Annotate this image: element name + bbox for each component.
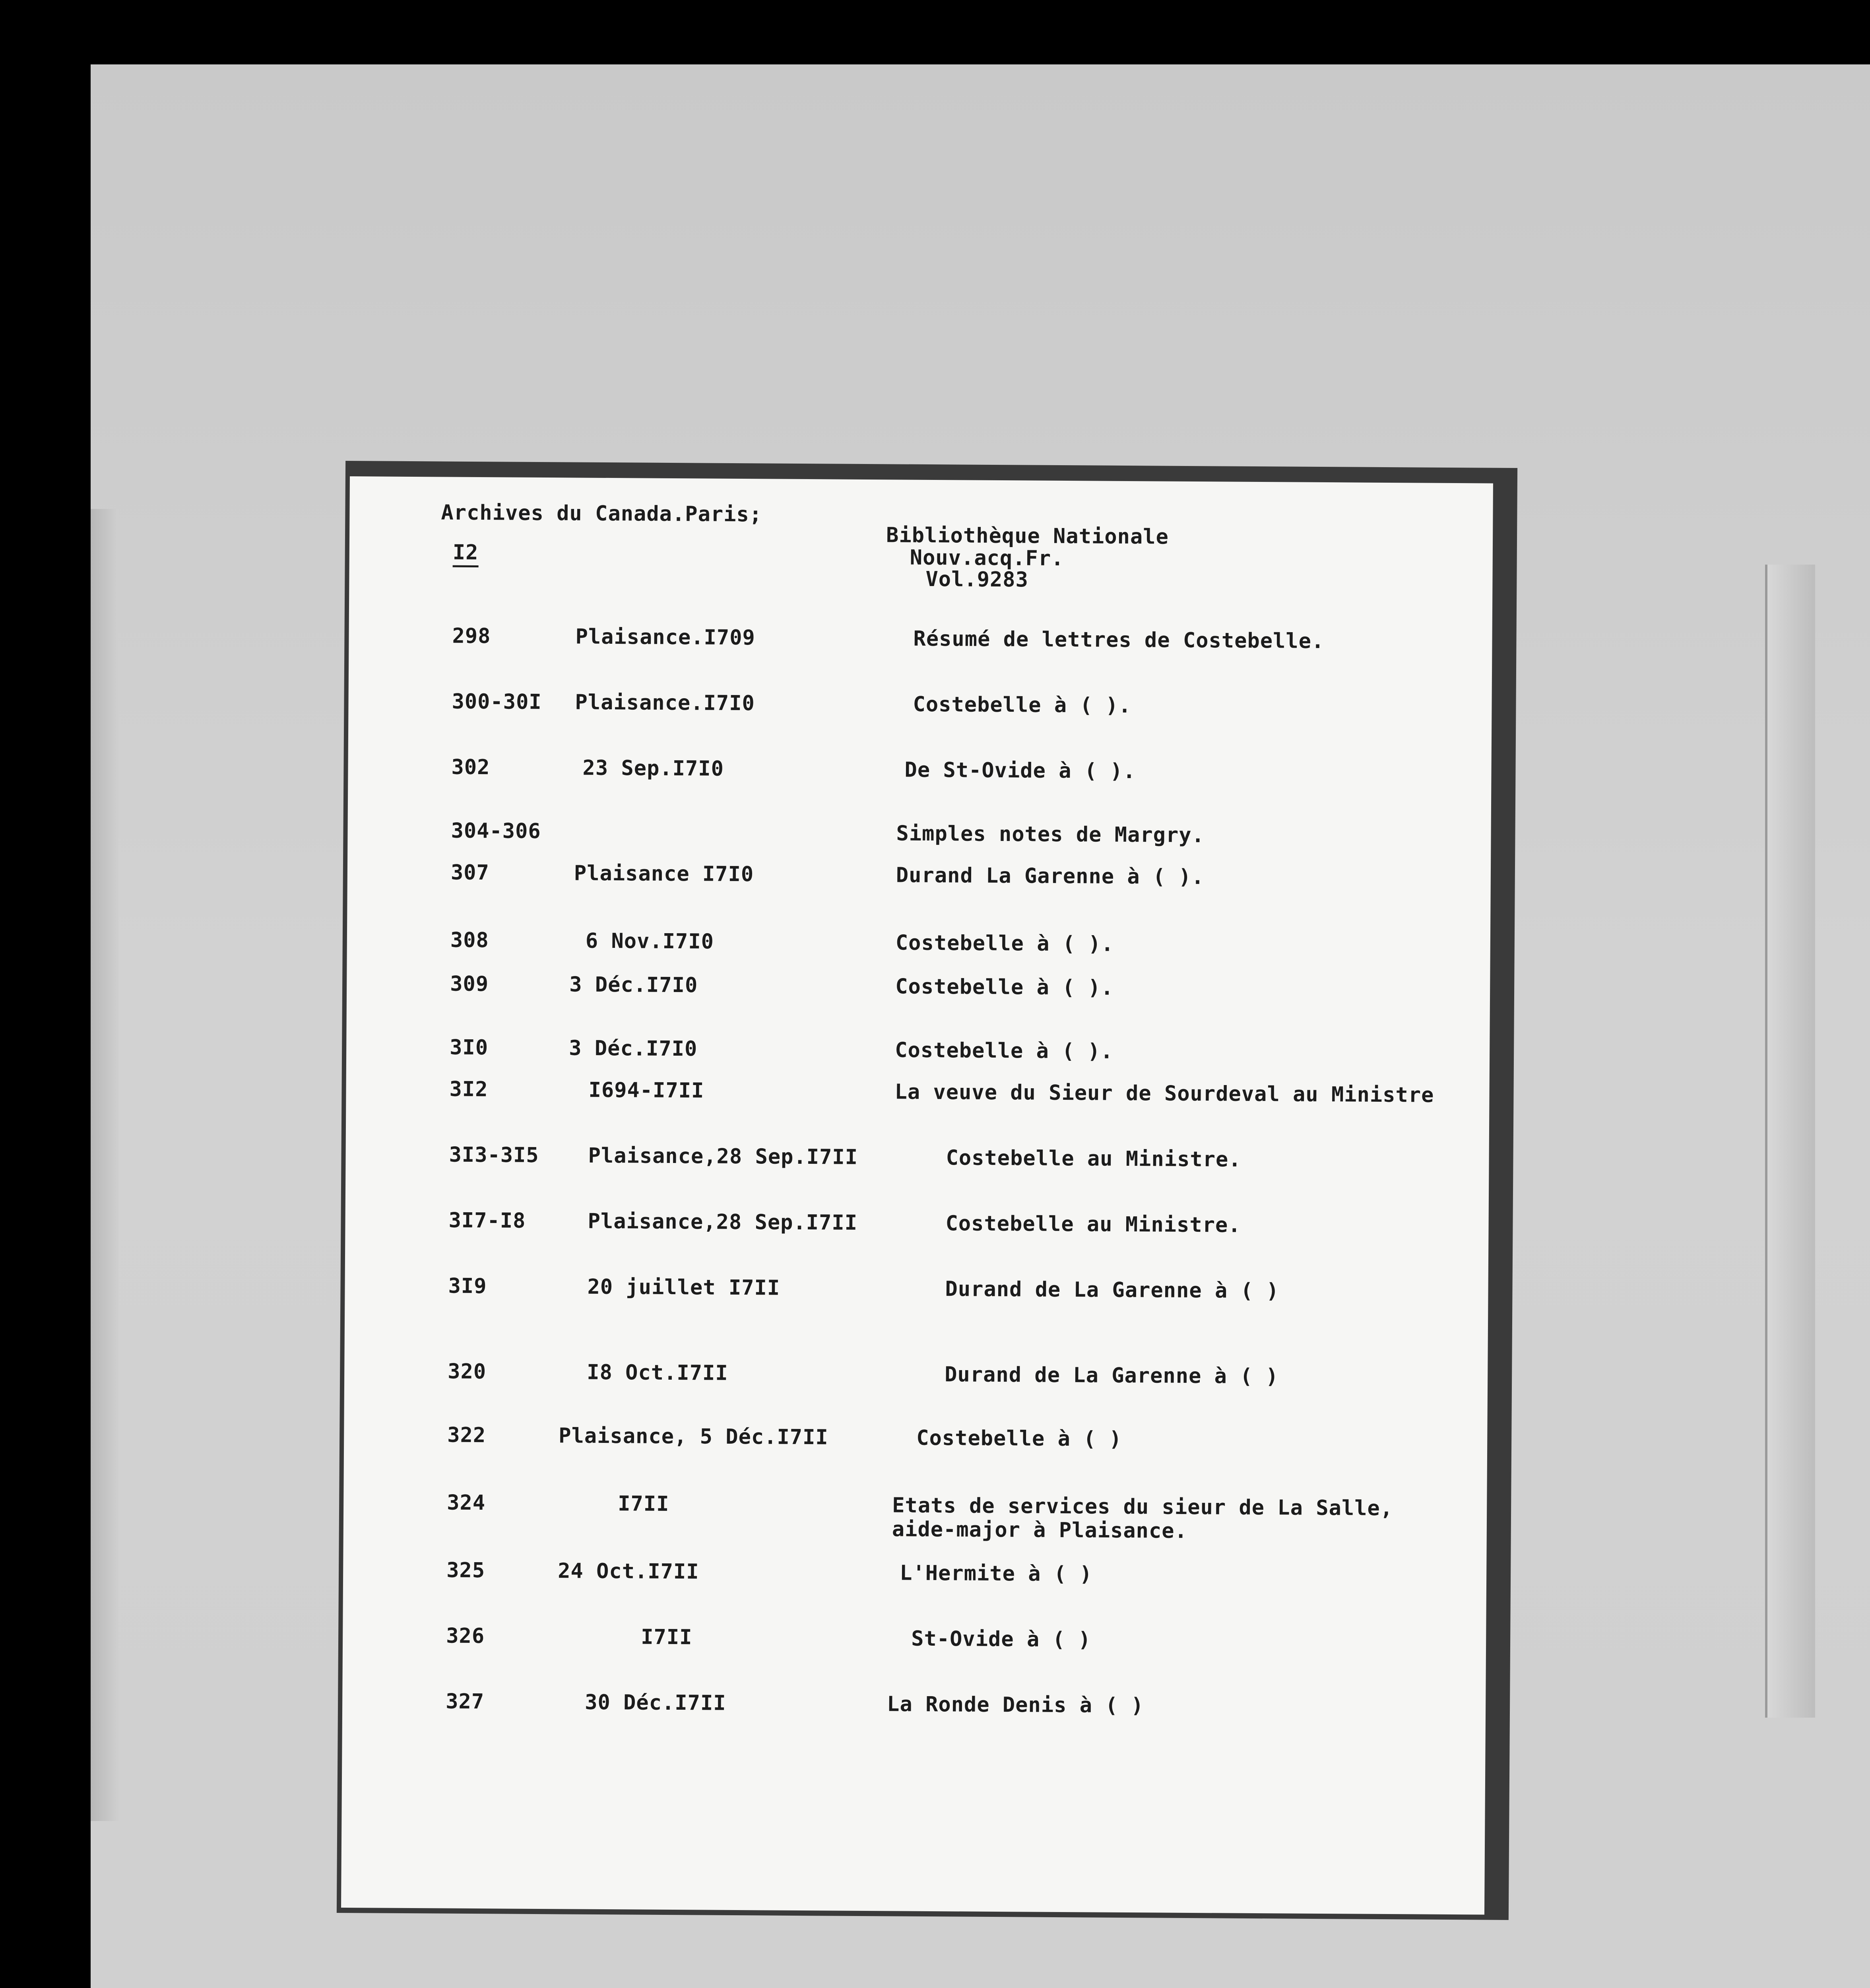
entry-date: Plaisance,28 Sep.I7II — [588, 1209, 858, 1235]
entry-description — [946, 1146, 1241, 1172]
entry-description — [896, 821, 1205, 847]
plate-left-edge — [91, 509, 118, 1821]
archive-heading: Archives du Canada.Paris; — [441, 501, 762, 527]
entry-description — [896, 863, 1205, 889]
entry-description-line: Durand La Garenne à ( ). — [896, 863, 1205, 889]
entry-description — [895, 975, 1114, 1000]
entry-row — [345, 1274, 1488, 1309]
entry-folio: 307 — [450, 860, 490, 885]
entry-date: 30 Déc.I7II — [584, 1690, 726, 1715]
entry-description-line: De St-Ovide à ( ). — [904, 758, 1136, 784]
typed-page — [341, 476, 1493, 1915]
entry-description — [904, 758, 1136, 784]
entry-description-line: Durand de La Garenne à ( ) — [945, 1277, 1279, 1303]
entry-description — [892, 1493, 1393, 1544]
entry-folio: 3I9 — [448, 1274, 487, 1299]
entry-description-line: La veuve du Sieur de Sourdeval au Ministre — [894, 1080, 1434, 1107]
entry-folio: 309 — [450, 972, 489, 996]
entry-date: 20 juillet I7II — [587, 1275, 780, 1300]
plate-right-edge — [1765, 565, 1815, 1718]
entry-date: Plaisance, 5 Déc.I7II — [559, 1424, 828, 1450]
entry-date: Plaisance,28 Sep.I7II — [588, 1143, 858, 1169]
entry-row — [349, 623, 1492, 658]
entry-description — [887, 1692, 1144, 1718]
entry-folio: 327 — [445, 1689, 485, 1714]
entry-folio: 320 — [448, 1359, 487, 1384]
entry-folio: 324 — [447, 1491, 486, 1515]
entry-row — [343, 1558, 1486, 1593]
entry-row — [346, 1077, 1489, 1112]
box-number: I2 — [453, 541, 479, 567]
entry-description-line: Costebelle à ( ). — [913, 692, 1131, 718]
entry-date: 24 Oct.I7II — [558, 1559, 699, 1584]
entry-date: 3 Déc.I7I0 — [569, 973, 698, 998]
entry-description — [896, 931, 1114, 956]
entry-row — [347, 860, 1491, 895]
entry-row — [346, 1035, 1490, 1070]
volume-number: Vol.9283 — [925, 567, 1029, 592]
entry-description — [945, 1277, 1279, 1303]
entry-date: 6 Nov.I7I0 — [585, 929, 714, 954]
entry-description-line: St-Ovide à ( ) — [911, 1627, 1091, 1652]
entry-description — [945, 1363, 1278, 1388]
entry-description-line: Costebelle au Ministre. — [946, 1146, 1241, 1172]
entry-description-line: La Ronde Denis à ( ) — [887, 1692, 1144, 1718]
entry-row — [348, 689, 1492, 724]
entry-date: I7II — [640, 1625, 693, 1650]
entry-row — [343, 1623, 1486, 1658]
entry-folio: 325 — [446, 1558, 485, 1583]
entry-folio: 300-30I — [452, 689, 542, 714]
entry-row — [347, 971, 1490, 1006]
entry-folio: 3I0 — [450, 1035, 489, 1060]
entry-folio: 326 — [446, 1624, 485, 1648]
entry-description-line: Simples notes de Margry. — [896, 821, 1205, 848]
entry-date: I694-I7II — [588, 1078, 704, 1103]
entry-description-line: Résumé de lettres de Costebelle. — [913, 627, 1325, 653]
entry-folio: 304-306 — [451, 819, 541, 843]
entry-row — [342, 1689, 1486, 1724]
entry-row — [348, 755, 1491, 790]
entry-row — [343, 1490, 1487, 1543]
entry-description — [894, 1080, 1434, 1107]
entry-description-line: Costebelle au Ministre. — [945, 1211, 1241, 1237]
entry-description-line: Costebelle à ( ). — [895, 1038, 1113, 1064]
entry-folio: 298 — [452, 624, 491, 648]
entry-folio: 3I3-3I5 — [449, 1143, 539, 1167]
library-name: Bibliothèque Nationale — [886, 523, 1169, 549]
entry-description-line: Costebelle à ( ). — [895, 975, 1114, 1000]
entry-description — [913, 693, 1131, 718]
entry-description — [900, 1561, 1092, 1586]
entry-description — [916, 1426, 1122, 1451]
entry-description — [911, 1627, 1091, 1652]
entry-row — [344, 1423, 1487, 1458]
entry-folio: 3I7-I8 — [448, 1208, 526, 1233]
entry-description-line: Costebelle à ( ) — [916, 1426, 1122, 1451]
entry-date: Plaisance.I709 — [575, 625, 756, 650]
entry-folio: 322 — [447, 1423, 486, 1448]
entry-row — [344, 1359, 1488, 1394]
entry-description-line: Etats de services du sieur de La Salle, — [892, 1493, 1393, 1521]
entry-description — [945, 1211, 1241, 1237]
entry-description-line: Durand de La Garenne à ( ) — [945, 1363, 1279, 1389]
entry-description — [913, 627, 1324, 653]
entry-row — [347, 928, 1490, 963]
entry-folio: 3I2 — [449, 1077, 488, 1102]
entry-description-line: L'Hermite à ( ) — [899, 1561, 1092, 1586]
entry-description-line: Costebelle à ( ). — [895, 931, 1114, 956]
entry-description — [895, 1038, 1113, 1063]
collection-name: Nouv.acq.Fr. — [910, 546, 1064, 571]
entry-date: 23 Sep.I7I0 — [582, 756, 724, 781]
entry-date: 3 Déc.I7I0 — [569, 1036, 698, 1061]
entry-description-line-2: aide-major à Plaisance. — [892, 1517, 1188, 1543]
entry-date: Plaisance.I7I0 — [575, 690, 755, 716]
entry-row — [347, 818, 1491, 853]
entry-folio: 302 — [451, 755, 490, 780]
entry-date: I7II — [618, 1492, 669, 1516]
entry-date: Plaisance I7I0 — [574, 861, 754, 887]
entry-folio: 308 — [450, 928, 489, 953]
entry-date: I8 Oct.I7II — [587, 1360, 728, 1385]
entry-row — [345, 1208, 1488, 1243]
entry-row — [345, 1142, 1489, 1177]
